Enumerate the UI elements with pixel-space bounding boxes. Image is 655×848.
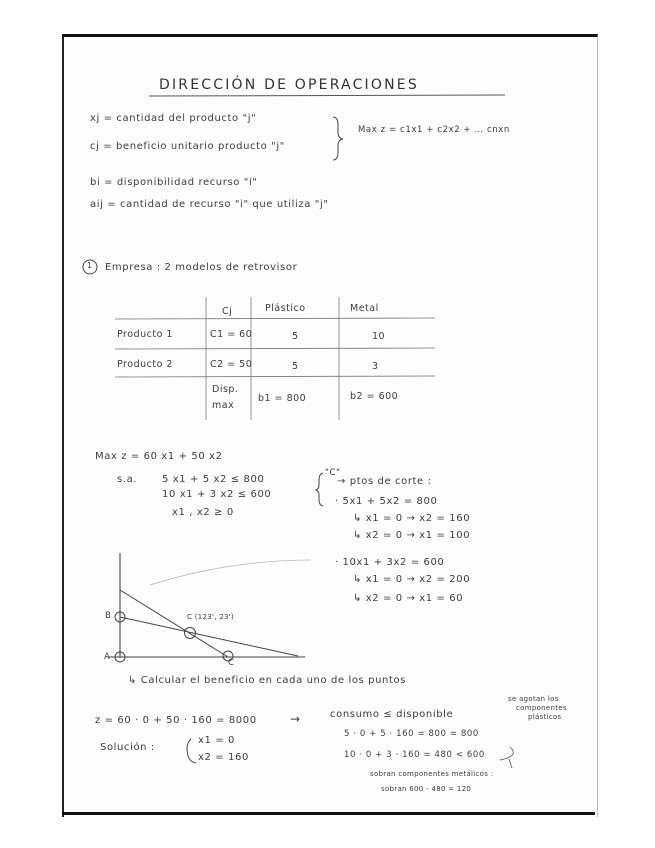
leftover-line-2: sobran 600 - 480 = 120 xyxy=(381,785,472,793)
note-line-1: se agotan los xyxy=(508,695,559,703)
consumo-line-2: 10 · 0 + 3 · 160 = 480 < 600 xyxy=(344,750,485,760)
solution-x2: x2 = 160 xyxy=(198,752,249,763)
graph-label-c-axis: C xyxy=(228,658,235,668)
solution-instruction: ↳ Calcular el beneficio en cada uno de los puntos xyxy=(128,675,407,686)
table-row2-metal: 3 xyxy=(372,361,379,372)
model-objective: Max z = 60 x1 + 50 x2 xyxy=(95,451,223,462)
table-row1-plastico: 5 xyxy=(292,331,299,342)
consumo-header: consumo ≤ disponible xyxy=(330,709,454,720)
model-brace-label: "C" xyxy=(325,468,341,478)
exercise-number: 1 xyxy=(87,261,93,270)
page-title: DIRECCIÓN DE OPERACIONES xyxy=(159,77,419,93)
table-b1: b1 = 800 xyxy=(258,393,307,404)
table-max-label: max xyxy=(212,400,235,411)
model-constraint-1: 5 x1 + 5 x2 ≤ 800 xyxy=(162,474,265,485)
faint-arrow xyxy=(150,560,310,585)
result-arrow xyxy=(509,759,512,768)
model-eq1-a: ↳ x1 = 0 → x2 = 160 xyxy=(353,513,471,524)
table-row2-cj: C2 = 50 xyxy=(210,359,253,370)
note-line-3: plásticos xyxy=(528,713,562,721)
solution-brace xyxy=(187,739,196,763)
model-cut-points: → ptos de corte : xyxy=(337,476,432,487)
graph-constraint-line-1 xyxy=(120,590,228,657)
def-aij: aij = cantidad de recurso "i" que utiliza "j" xyxy=(90,199,329,210)
table-row1-metal: 10 xyxy=(372,331,386,342)
leftover-line-1: sobran componentes metálicos : xyxy=(370,770,494,778)
table-disp-label: Disp. xyxy=(212,384,239,395)
graph-label-b: B xyxy=(105,611,112,621)
def-xj: xj = cantidad del producto "j" xyxy=(90,113,257,124)
constraints-brace xyxy=(316,473,323,506)
model-eq2: · 10x1 + 3x2 = 600 xyxy=(335,557,445,568)
consumo-line-1: 5 · 0 + 5 · 160 = 800 = 800 xyxy=(344,729,479,739)
graph-label-c-point: C (123', 23') xyxy=(187,613,235,621)
def-bi: bi = disponibilidad recurso "i" xyxy=(90,177,258,188)
table-hline-1 xyxy=(115,318,435,319)
model-eq1-b: ↳ x2 = 0 → x1 = 100 xyxy=(353,530,471,541)
exercise-statement: Empresa : 2 modelos de retrovisor xyxy=(105,262,298,273)
model-nonnegativity: x1 , x2 ≥ 0 xyxy=(172,507,234,518)
definitions-brace xyxy=(333,117,343,160)
table-header-metal: Metal xyxy=(350,303,379,314)
model-eq2-a: ↳ x1 = 0 → x2 = 200 xyxy=(353,574,471,585)
title-underline xyxy=(149,95,505,96)
solution-label: Solución : xyxy=(100,742,155,753)
note-line-2: componentes xyxy=(516,704,567,712)
table-hline-3 xyxy=(115,376,435,377)
solution-z-calc: z = 60 · 0 + 50 · 160 = 8000 xyxy=(95,715,257,726)
table-hline-2 xyxy=(115,348,435,349)
def-cj: cj = beneficio unitario producto "j" xyxy=(90,141,285,152)
graph-label-a: A xyxy=(104,652,111,662)
table-header-plastico: Plástico xyxy=(265,303,306,314)
table-row2-plastico: 5 xyxy=(292,361,299,372)
result-circle-mark xyxy=(500,747,513,760)
solution-arrow: → xyxy=(290,712,301,726)
model-constraint-2: 10 x1 + 3 x2 ≤ 600 xyxy=(162,489,272,500)
solution-x1: x1 = 0 xyxy=(198,735,235,746)
model-eq1: · 5x1 + 5x2 = 800 xyxy=(335,496,438,507)
model-sa: s.a. xyxy=(117,474,138,485)
table-row1-cj: C1 = 60 xyxy=(210,329,253,340)
table-header-cj: Cj xyxy=(222,306,233,317)
table-row2-label: Producto 2 xyxy=(117,359,173,370)
table-row1-label: Producto 1 xyxy=(117,329,173,340)
model-eq2-b: ↳ x2 = 0 → x1 = 60 xyxy=(353,593,464,604)
graph-constraint-line-2 xyxy=(120,617,298,656)
table-b2: b2 = 600 xyxy=(350,391,399,402)
def-objective: Max z = c1x1 + c2x2 + … cnxn xyxy=(358,125,510,135)
